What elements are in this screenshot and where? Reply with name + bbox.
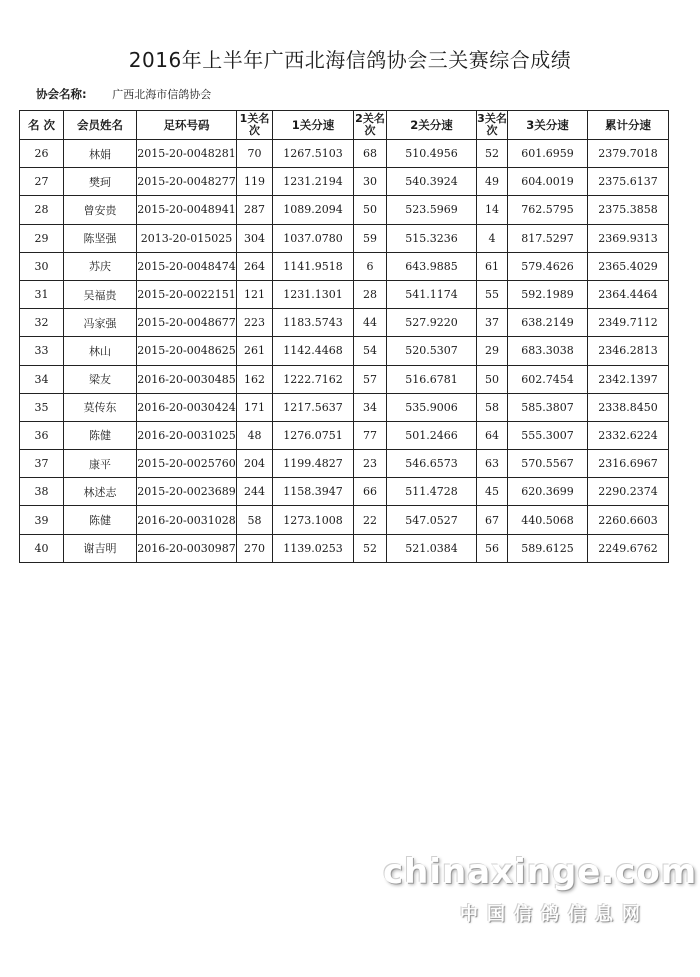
cell-stage2-rank: 28 xyxy=(354,280,387,308)
cell-stage2-speed: 643.9885 xyxy=(387,252,477,280)
cell-total-speed: 2365.4029 xyxy=(588,252,669,280)
cell-member-name: 陈健 xyxy=(64,506,137,534)
cell-rank: 36 xyxy=(20,421,64,449)
cell-rank: 32 xyxy=(20,309,64,337)
cell-member-name: 林述志 xyxy=(64,478,137,506)
col-header-stage1-speed: 1关分速 xyxy=(273,111,354,140)
cell-stage2-rank: 50 xyxy=(354,196,387,224)
watermark-domain: chinaxinge.com xyxy=(383,852,698,892)
cell-stage1-speed: 1231.2194 xyxy=(273,168,354,196)
cell-stage2-speed: 515.3236 xyxy=(387,224,477,252)
cell-ring-number: 2016-20-0031028 xyxy=(137,506,237,534)
cell-ring-number: 2015-20-0048474 xyxy=(137,252,237,280)
cell-total-speed: 2346.2813 xyxy=(588,337,669,365)
table-row xyxy=(20,534,669,562)
cell-stage3-speed: 638.2149 xyxy=(508,309,588,337)
cell-stage3-rank: 37 xyxy=(477,309,508,337)
cell-stage2-speed: 521.0384 xyxy=(387,534,477,562)
col-header-stage2-speed: 2关分速 xyxy=(387,111,477,140)
cell-ring-number: 2016-20-0030987 xyxy=(137,534,237,562)
cell-total-speed: 2364.4464 xyxy=(588,280,669,308)
table-row xyxy=(20,252,669,280)
cell-rank: 40 xyxy=(20,534,64,562)
cell-stage3-speed: 683.3038 xyxy=(508,337,588,365)
association-label: 协会名称: xyxy=(36,87,87,101)
association-row xyxy=(36,86,211,102)
cell-ring-number: 2015-20-0022151 xyxy=(137,280,237,308)
cell-ring-number: 2015-20-0023689 xyxy=(137,478,237,506)
cell-total-speed: 2290.2374 xyxy=(588,478,669,506)
association-name: 广西北海市信鸽协会 xyxy=(112,88,212,101)
cell-total-speed: 2379.7018 xyxy=(588,140,669,168)
cell-stage1-speed: 1158.3947 xyxy=(273,478,354,506)
col-header-stage2-rank: 2关名次 xyxy=(354,111,387,140)
cell-stage2-speed: 546.6573 xyxy=(387,450,477,478)
cell-stage1-rank: 70 xyxy=(237,140,273,168)
cell-stage1-speed: 1037.0780 xyxy=(273,224,354,252)
col-header-total-speed: 累计分速 xyxy=(588,111,669,140)
cell-stage2-rank: 44 xyxy=(354,309,387,337)
cell-ring-number: 2016-20-0030485 xyxy=(137,365,237,393)
cell-ring-number: 2013-20-015025 xyxy=(137,224,237,252)
cell-total-speed: 2316.6967 xyxy=(588,450,669,478)
cell-stage1-speed: 1267.5103 xyxy=(273,140,354,168)
cell-stage3-speed: 602.7454 xyxy=(508,365,588,393)
table-row xyxy=(20,280,669,308)
cell-stage2-speed: 501.2466 xyxy=(387,421,477,449)
cell-stage2-speed: 520.5307 xyxy=(387,337,477,365)
header-row xyxy=(20,111,669,140)
cell-ring-number: 2016-20-0031025 xyxy=(137,421,237,449)
cell-stage3-rank: 50 xyxy=(477,365,508,393)
cell-member-name: 谢吉明 xyxy=(64,534,137,562)
results-table xyxy=(19,110,669,563)
col-header-stage3-rank: 3关名次 xyxy=(477,111,508,140)
cell-stage2-speed: 547.0527 xyxy=(387,506,477,534)
cell-stage3-speed: 762.5795 xyxy=(508,196,588,224)
cell-stage2-rank: 23 xyxy=(354,450,387,478)
cell-stage1-rank: 58 xyxy=(237,506,273,534)
cell-ring-number: 2015-20-0048277 xyxy=(137,168,237,196)
cell-rank: 39 xyxy=(20,506,64,534)
cell-total-speed: 2349.7112 xyxy=(588,309,669,337)
cell-member-name: 吴福贵 xyxy=(64,280,137,308)
table-row xyxy=(20,224,669,252)
col-header-stage1-rank: 1关名次 xyxy=(237,111,273,140)
cell-stage1-rank: 48 xyxy=(237,421,273,449)
cell-stage3-speed: 440.5068 xyxy=(508,506,588,534)
cell-stage3-rank: 67 xyxy=(477,506,508,534)
col-header-ring: 足环号码 xyxy=(137,111,237,140)
cell-stage3-rank: 56 xyxy=(477,534,508,562)
cell-total-speed: 2260.6603 xyxy=(588,506,669,534)
cell-rank: 34 xyxy=(20,365,64,393)
cell-stage1-speed: 1142.4468 xyxy=(273,337,354,365)
cell-stage3-rank: 64 xyxy=(477,421,508,449)
cell-rank: 33 xyxy=(20,337,64,365)
cell-stage2-speed: 527.9220 xyxy=(387,309,477,337)
cell-stage2-speed: 535.9006 xyxy=(387,393,477,421)
cell-stage2-rank: 52 xyxy=(354,534,387,562)
table-row xyxy=(20,478,669,506)
cell-stage1-rank: 162 xyxy=(237,365,273,393)
cell-stage3-rank: 58 xyxy=(477,393,508,421)
cell-member-name: 康平 xyxy=(64,450,137,478)
cell-stage1-rank: 244 xyxy=(237,478,273,506)
cell-stage3-speed: 592.1989 xyxy=(508,280,588,308)
cell-total-speed: 2375.3858 xyxy=(588,196,669,224)
cell-rank: 35 xyxy=(20,393,64,421)
cell-rank: 31 xyxy=(20,280,64,308)
cell-rank: 37 xyxy=(20,450,64,478)
table-row xyxy=(20,140,669,168)
cell-stage1-speed: 1231.1301 xyxy=(273,280,354,308)
cell-stage3-speed: 585.3807 xyxy=(508,393,588,421)
cell-stage1-rank: 171 xyxy=(237,393,273,421)
cell-stage3-speed: 555.3007 xyxy=(508,421,588,449)
col-header-member: 会员姓名 xyxy=(64,111,137,140)
cell-rank: 29 xyxy=(20,224,64,252)
cell-stage3-speed: 620.3699 xyxy=(508,478,588,506)
results-body xyxy=(20,140,669,563)
cell-member-name: 林娟 xyxy=(64,140,137,168)
table-row xyxy=(20,337,669,365)
cell-total-speed: 2369.9313 xyxy=(588,224,669,252)
cell-stage3-rank: 61 xyxy=(477,252,508,280)
col-header-stage3-speed: 3关分速 xyxy=(508,111,588,140)
cell-stage3-speed: 601.6959 xyxy=(508,140,588,168)
cell-stage1-speed: 1217.5637 xyxy=(273,393,354,421)
table-row xyxy=(20,365,669,393)
cell-rank: 26 xyxy=(20,140,64,168)
cell-stage2-speed: 523.5969 xyxy=(387,196,477,224)
cell-rank: 30 xyxy=(20,252,64,280)
cell-total-speed: 2332.6224 xyxy=(588,421,669,449)
cell-stage3-rank: 49 xyxy=(477,168,508,196)
cell-stage1-rank: 223 xyxy=(237,309,273,337)
cell-ring-number: 2015-20-0048941 xyxy=(137,196,237,224)
cell-stage3-speed: 579.4626 xyxy=(508,252,588,280)
cell-stage1-speed: 1276.0751 xyxy=(273,421,354,449)
table-row xyxy=(20,393,669,421)
cell-stage2-rank: 66 xyxy=(354,478,387,506)
cell-ring-number: 2015-20-0048677 xyxy=(137,309,237,337)
cell-stage3-rank: 63 xyxy=(477,450,508,478)
cell-stage1-speed: 1222.7162 xyxy=(273,365,354,393)
cell-stage2-rank: 77 xyxy=(354,421,387,449)
cell-stage2-rank: 68 xyxy=(354,140,387,168)
table-row xyxy=(20,309,669,337)
cell-stage3-rank: 29 xyxy=(477,337,508,365)
cell-member-name: 苏庆 xyxy=(64,252,137,280)
cell-stage2-rank: 34 xyxy=(354,393,387,421)
cell-member-name: 曾安贵 xyxy=(64,196,137,224)
cell-stage2-rank: 59 xyxy=(354,224,387,252)
cell-stage1-speed: 1183.5743 xyxy=(273,309,354,337)
cell-member-name: 陈健 xyxy=(64,421,137,449)
cell-stage1-rank: 121 xyxy=(237,280,273,308)
cell-stage1-rank: 264 xyxy=(237,252,273,280)
cell-total-speed: 2342.1397 xyxy=(588,365,669,393)
cell-member-name: 冯家强 xyxy=(64,309,137,337)
cell-stage1-speed: 1273.1008 xyxy=(273,506,354,534)
cell-rank: 38 xyxy=(20,478,64,506)
cell-stage2-rank: 57 xyxy=(354,365,387,393)
cell-stage2-rank: 30 xyxy=(354,168,387,196)
cell-stage3-rank: 14 xyxy=(477,196,508,224)
cell-member-name: 陈坚强 xyxy=(64,224,137,252)
cell-stage1-rank: 119 xyxy=(237,168,273,196)
cell-stage1-rank: 261 xyxy=(237,337,273,365)
cell-stage2-rank: 6 xyxy=(354,252,387,280)
cell-stage3-speed: 604.0019 xyxy=(508,168,588,196)
cell-stage2-rank: 54 xyxy=(354,337,387,365)
cell-stage2-speed: 541.1174 xyxy=(387,280,477,308)
cell-rank: 28 xyxy=(20,196,64,224)
cell-rank: 27 xyxy=(20,168,64,196)
col-header-rank: 名 次 xyxy=(20,111,64,140)
cell-ring-number: 2016-20-0030424 xyxy=(137,393,237,421)
table-row xyxy=(20,168,669,196)
cell-ring-number: 2015-20-0025760 xyxy=(137,450,237,478)
cell-stage1-rank: 270 xyxy=(237,534,273,562)
cell-ring-number: 2015-20-0048281 xyxy=(137,140,237,168)
cell-stage1-speed: 1139.0253 xyxy=(273,534,354,562)
cell-stage3-rank: 55 xyxy=(477,280,508,308)
cell-stage2-speed: 510.4956 xyxy=(387,140,477,168)
cell-stage2-speed: 516.6781 xyxy=(387,365,477,393)
cell-stage2-rank: 22 xyxy=(354,506,387,534)
cell-member-name: 梁友 xyxy=(64,365,137,393)
cell-member-name: 林山 xyxy=(64,337,137,365)
cell-total-speed: 2249.6762 xyxy=(588,534,669,562)
cell-stage1-speed: 1089.2094 xyxy=(273,196,354,224)
cell-total-speed: 2338.8450 xyxy=(588,393,669,421)
cell-stage2-speed: 540.3924 xyxy=(387,168,477,196)
cell-stage1-rank: 287 xyxy=(237,196,273,224)
cell-stage1-speed: 1141.9518 xyxy=(273,252,354,280)
cell-total-speed: 2375.6137 xyxy=(588,168,669,196)
cell-stage3-speed: 589.6125 xyxy=(508,534,588,562)
cell-stage1-rank: 204 xyxy=(237,450,273,478)
cell-stage3-rank: 52 xyxy=(477,140,508,168)
cell-stage3-rank: 4 xyxy=(477,224,508,252)
cell-stage1-rank: 304 xyxy=(237,224,273,252)
cell-stage2-speed: 511.4728 xyxy=(387,478,477,506)
cell-member-name: 樊珂 xyxy=(64,168,137,196)
cell-stage1-speed: 1199.4827 xyxy=(273,450,354,478)
cell-stage3-speed: 817.5297 xyxy=(508,224,588,252)
watermark-site-name: 中国信鸽信息网 xyxy=(460,904,649,925)
table-row xyxy=(20,196,669,224)
table-row xyxy=(20,421,669,449)
page-title: 2016年上半年广西北海信鸽协会三关赛综合成绩 xyxy=(128,48,572,72)
cell-ring-number: 2015-20-0048625 xyxy=(137,337,237,365)
table-row xyxy=(20,506,669,534)
cell-stage3-rank: 45 xyxy=(477,478,508,506)
table-row xyxy=(20,450,669,478)
cell-member-name: 莫传东 xyxy=(64,393,137,421)
cell-stage3-speed: 570.5567 xyxy=(508,450,588,478)
